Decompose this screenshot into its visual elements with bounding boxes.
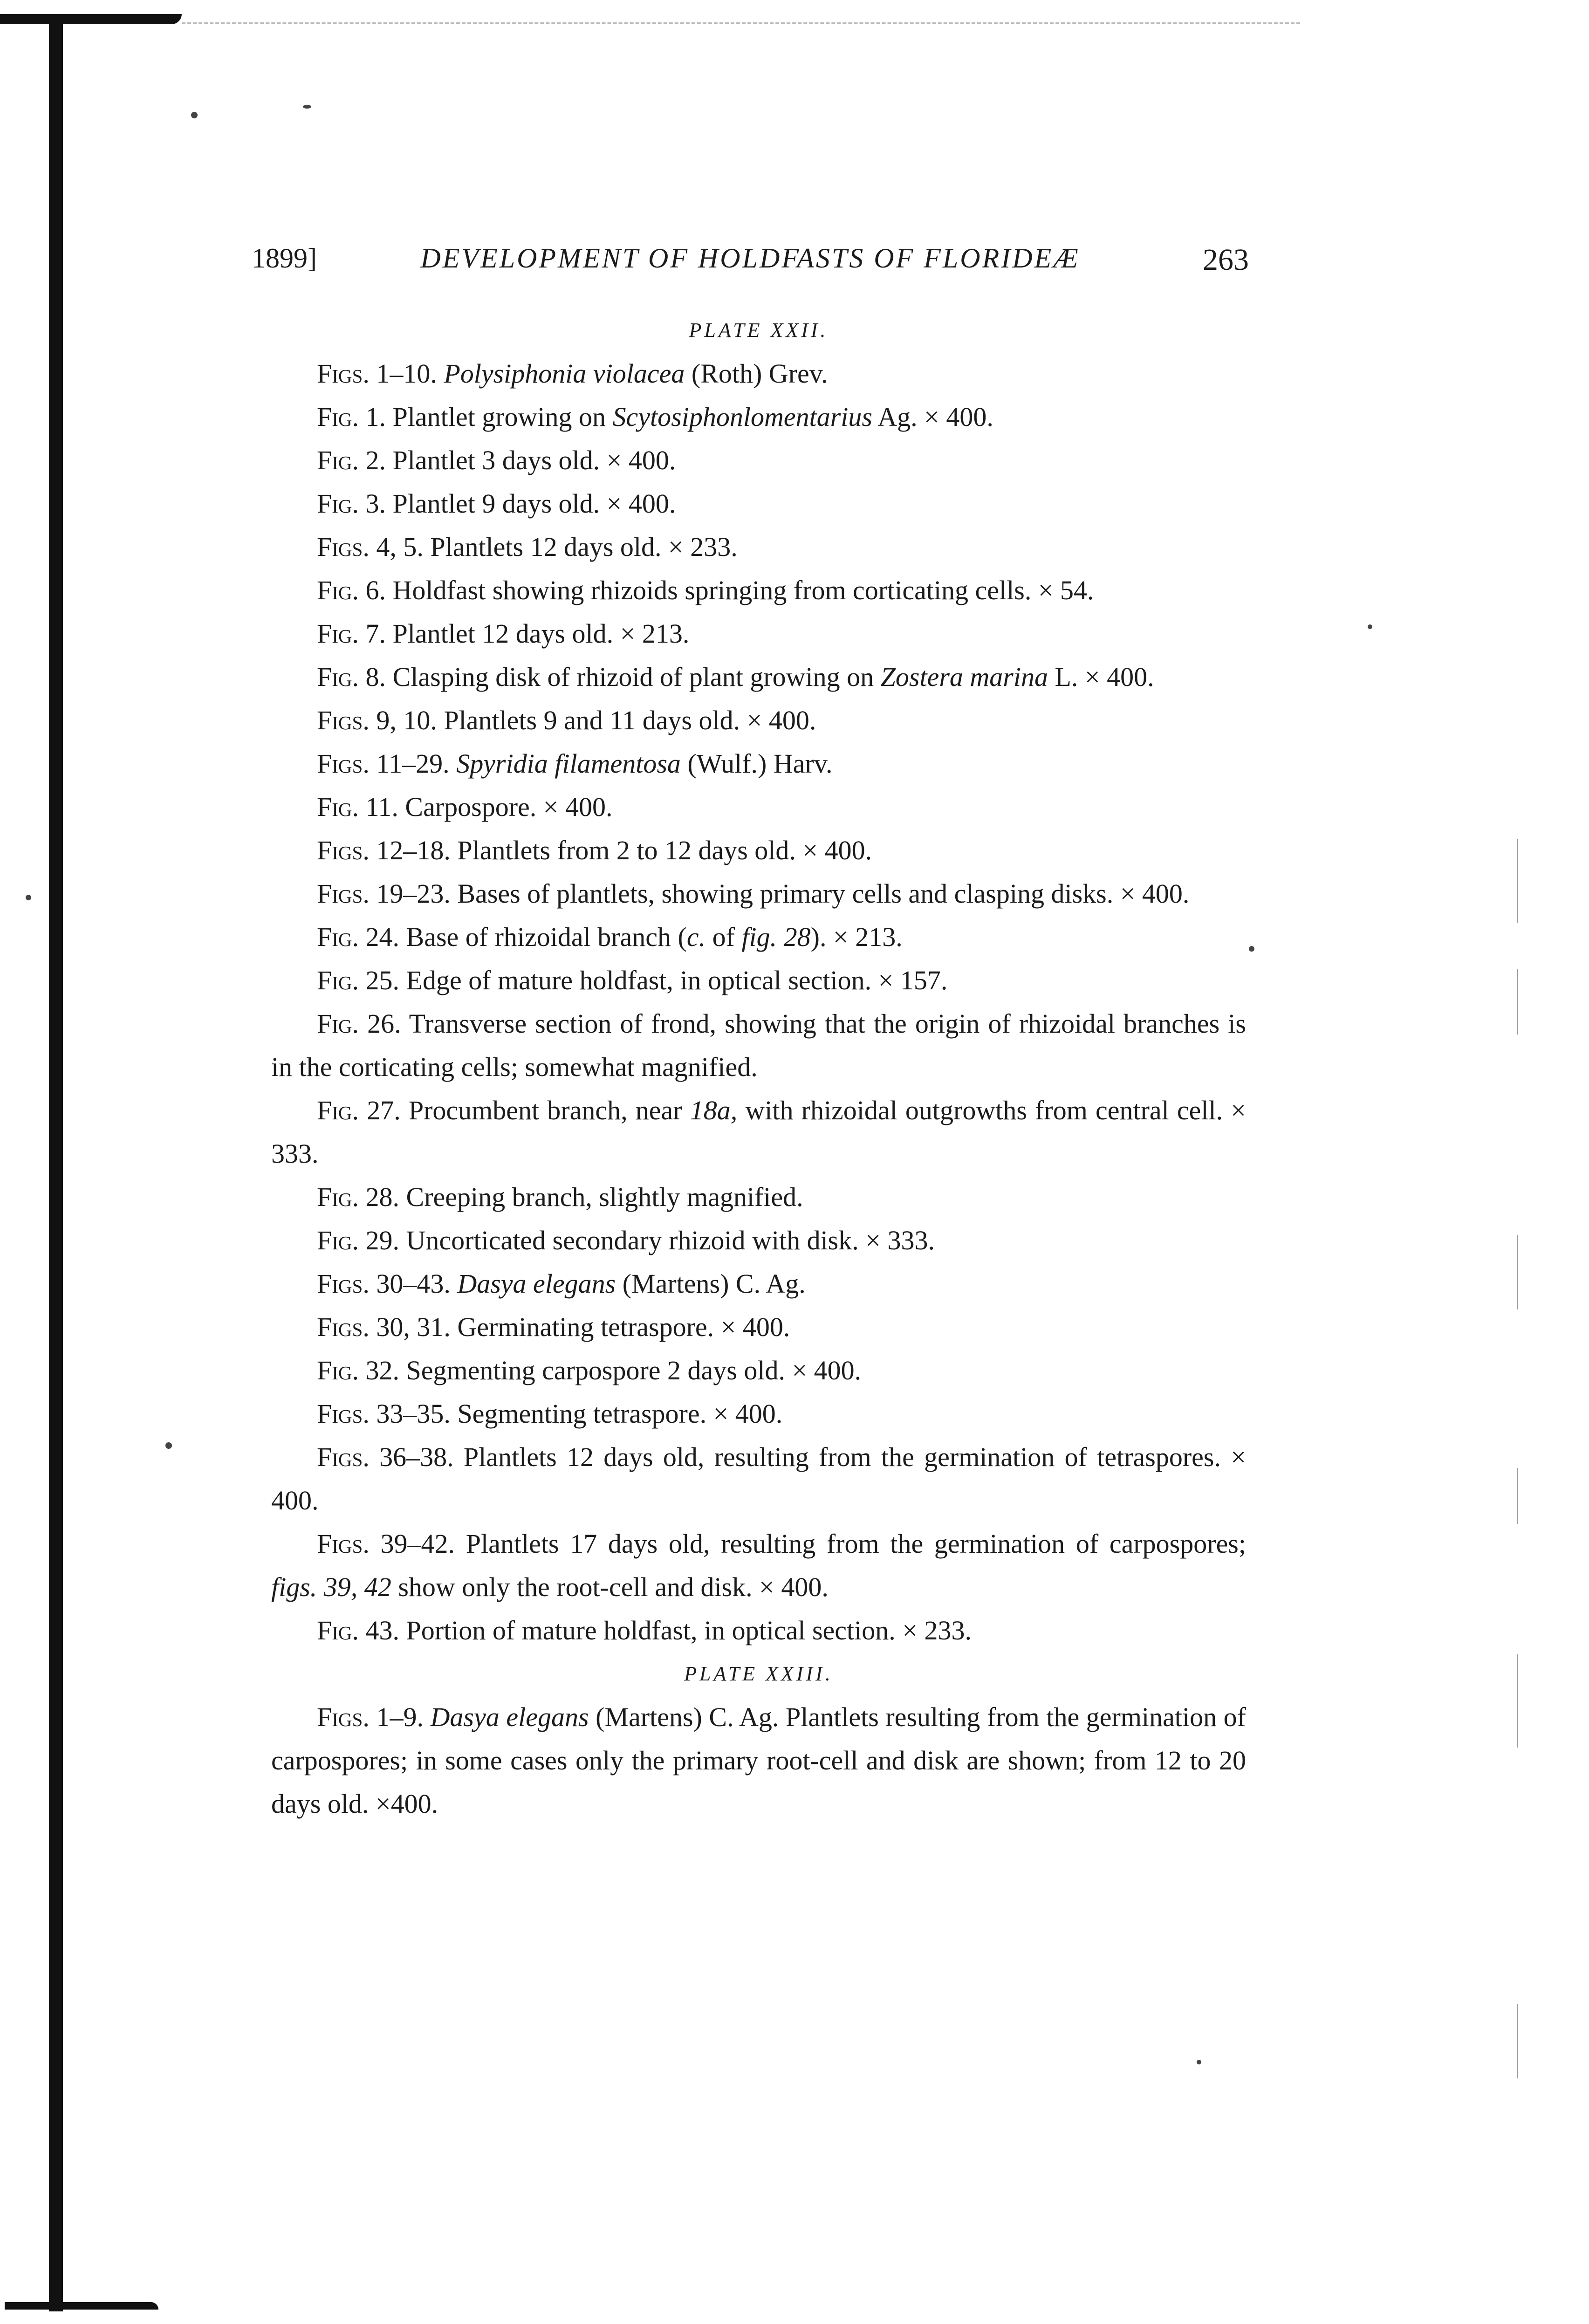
caption-text: . 25. Edge of mature holdfast, in optical section. × 157. (352, 965, 948, 995)
figure-label: Fig (317, 1355, 352, 1385)
caption-text: . 2. Plantlet 3 days old. × 400. (352, 445, 676, 475)
italic-text: Scytosiphonlomentarius (612, 402, 872, 432)
figure-caption (271, 352, 1246, 395)
figure-label: Fig (317, 402, 352, 432)
figure-label: Figs (317, 1399, 363, 1429)
caption-text: with rhizoidal outgrowths from central cell. × 333. (271, 1095, 1246, 1169)
scan-margin-mark (1517, 1654, 1518, 1748)
figure-label: Fig (317, 445, 352, 475)
italic-text: 18a, (690, 1095, 738, 1125)
caption-text: ). × 213. (810, 922, 903, 952)
running-head (252, 242, 1249, 284)
caption-text: (Roth) Grev. (685, 358, 828, 389)
figure-caption (271, 915, 1246, 959)
binding-edge-top (0, 14, 182, 24)
caption-text: . 1–9. (363, 1702, 431, 1732)
scan-speck (191, 112, 198, 118)
figure-caption (271, 1609, 1246, 1652)
italic-text: Polysiphonia violacea (444, 358, 685, 389)
caption-text: . 12–18. Plantlets from 2 to 12 days old. × 400. (363, 835, 872, 865)
caption-text: . 32. Segmenting carpospore 2 days old. × 400. (352, 1355, 862, 1385)
caption-text: . 30–43. (363, 1268, 458, 1299)
figure-label: Figs (317, 705, 363, 735)
plate-heading: PLATE XXIII. (684, 1662, 833, 1685)
figure-label: Figs (317, 1268, 363, 1299)
figure-caption (271, 1002, 1246, 1089)
figure-label: Figs (317, 878, 363, 909)
figure-label: Figs (317, 748, 363, 779)
figure-label: Fig (317, 488, 352, 519)
figure-caption (271, 1175, 1246, 1219)
scan-speck (1197, 2060, 1201, 2064)
figure-caption (271, 785, 1246, 829)
caption-text: . 30, 31. Germinating tetraspore. × 400. (363, 1312, 790, 1342)
figure-label: Fig (317, 1615, 352, 1645)
caption-text: . 28. Creeping branch, slightly magnified. (352, 1182, 803, 1212)
scan-margin-mark (1517, 1235, 1518, 1309)
caption-text: . 36–38. Plantlets 12 days old, resulting from the germination of tetraspores. × 400. (271, 1442, 1246, 1515)
caption-text: . 24. Base of rhizoidal branch ( (352, 922, 687, 952)
plate-legends (271, 308, 1246, 1825)
italic-text: Spyridia filamentosa (456, 748, 681, 779)
figure-caption (271, 569, 1246, 612)
caption-text: . 11. Carpospore. × 400. (352, 792, 613, 822)
caption-text: Ag. × 400. (872, 402, 993, 432)
figure-caption (271, 482, 1246, 525)
binding-edge (49, 14, 63, 2311)
italic-text: figs. 39, 42 (271, 1572, 391, 1602)
caption-text: (Martens) C. Ag. Plantlets resulting from the germination of carpospores; in some cases only the primary root-cell and disk are shown; from 12 to 20 days old. ×400. (271, 1702, 1246, 1819)
scan-margin-mark (1517, 2004, 1518, 2078)
caption-text: of (705, 922, 742, 952)
italic-text: Zostera marina (880, 662, 1048, 692)
caption-text: . 4, 5. Plantlets 12 days old. × 233. (363, 532, 738, 562)
figure-caption (271, 1089, 1246, 1175)
caption-text: . 9, 10. Plantlets 9 and 11 days old. × 400. (363, 705, 816, 735)
figure-caption (271, 612, 1246, 655)
figure-caption (271, 829, 1246, 872)
figure-label: Figs (317, 358, 363, 389)
figure-label: Fig (317, 1095, 352, 1125)
figure-label: Fig (317, 662, 352, 692)
figure-label: Figs (317, 1312, 363, 1342)
figure-caption (271, 655, 1246, 699)
figure-label: Figs (317, 835, 363, 865)
scan-top-edge (182, 22, 1300, 24)
caption-text: . 29. Uncorticated secondary rhizoid with disk. × 333. (352, 1225, 935, 1255)
caption-text: . 3. Plantlet 9 days old. × 400. (352, 488, 676, 519)
figure-label: Figs (317, 1442, 363, 1472)
caption-text: . 27. Procumbent branch, near (352, 1095, 690, 1125)
figure-label: Figs (317, 1702, 363, 1732)
caption-text: . 1. Plantlet growing on (352, 402, 613, 432)
figure-label: Fig (317, 618, 352, 649)
figure-caption (271, 525, 1246, 569)
figure-caption (271, 699, 1246, 742)
italic-text: fig. 28 (741, 922, 811, 952)
scan-speck (1249, 946, 1254, 952)
running-title: DEVELOPMENT OF HOLDFASTS OF FLORIDEÆ (420, 243, 1080, 274)
scan-margin-mark (1517, 839, 1518, 923)
figure-caption (271, 1522, 1246, 1609)
figure-label: Fig (317, 1182, 352, 1212)
figure-caption (271, 1262, 1246, 1305)
scan-margin-mark (1517, 1468, 1518, 1524)
figure-caption (271, 959, 1246, 1002)
caption-text: . 6. Holdfast showing rhizoids springing from corticating cells. × 54. (352, 575, 1094, 605)
scan-speck (165, 1442, 172, 1449)
figure-label: Fig (317, 922, 352, 952)
figure-label: Figs (317, 1529, 363, 1559)
italic-text: Dasya elegans (430, 1702, 589, 1732)
italic-text: c. (686, 922, 706, 952)
figure-caption (271, 1392, 1246, 1435)
caption-text: . 26. Transverse section of frond, showing that the origin of rhizoidal branches is in the corticating cells; somewhat magnified. (271, 1008, 1246, 1082)
figure-caption (271, 1695, 1246, 1825)
scan-margin-mark (1517, 969, 1518, 1035)
figure-caption (271, 1305, 1246, 1349)
caption-text: (Martens) C. Ag. (616, 1268, 806, 1299)
caption-text: L. × 400. (1048, 662, 1154, 692)
figure-caption (271, 1349, 1246, 1392)
figure-label: Figs (317, 532, 363, 562)
plate-heading: PLATE XXII. (689, 319, 829, 342)
header-year: 1899] (252, 243, 317, 274)
caption-text: . 8. Clasping disk of rhizoid of plant growing on (352, 662, 881, 692)
figure-caption (271, 1219, 1246, 1262)
caption-text: . 7. Plantlet 12 days old. × 213. (352, 618, 690, 649)
caption-text: . 39–42. Plantlets 17 days old, resulting from the germination of carpospores; (363, 1529, 1246, 1559)
figure-label: Fig (317, 965, 352, 995)
italic-text: Dasya elegans (457, 1268, 616, 1299)
caption-text: . 11–29. (363, 748, 457, 779)
binding-edge-bottom (5, 2302, 158, 2310)
scan-speck (26, 895, 31, 900)
caption-text: . 19–23. Bases of plantlets, showing primary cells and clasping disks. × 400. (363, 878, 1190, 909)
caption-text: show only the root-cell and disk. × 400. (391, 1572, 829, 1602)
figure-caption (271, 395, 1246, 439)
scan-speck (1368, 624, 1372, 629)
figure-caption (271, 1435, 1246, 1522)
figure-label: Fig (317, 1008, 352, 1039)
caption-text: . 43. Portion of mature holdfast, in optical section. × 233. (352, 1615, 972, 1645)
caption-text: . 1–10. (363, 358, 444, 389)
caption-text: . 33–35. Segmenting tetraspore. × 400. (363, 1399, 783, 1429)
figure-label: Fig (317, 1225, 352, 1255)
caption-text: (Wulf.) Harv. (680, 748, 833, 779)
figure-caption (271, 742, 1246, 785)
page-number: 263 (1203, 243, 1249, 277)
figure-label: Fig (317, 575, 352, 605)
scan-speck (303, 105, 311, 109)
figure-label: Fig (317, 792, 352, 822)
figure-caption (271, 439, 1246, 482)
figure-caption (271, 872, 1246, 915)
